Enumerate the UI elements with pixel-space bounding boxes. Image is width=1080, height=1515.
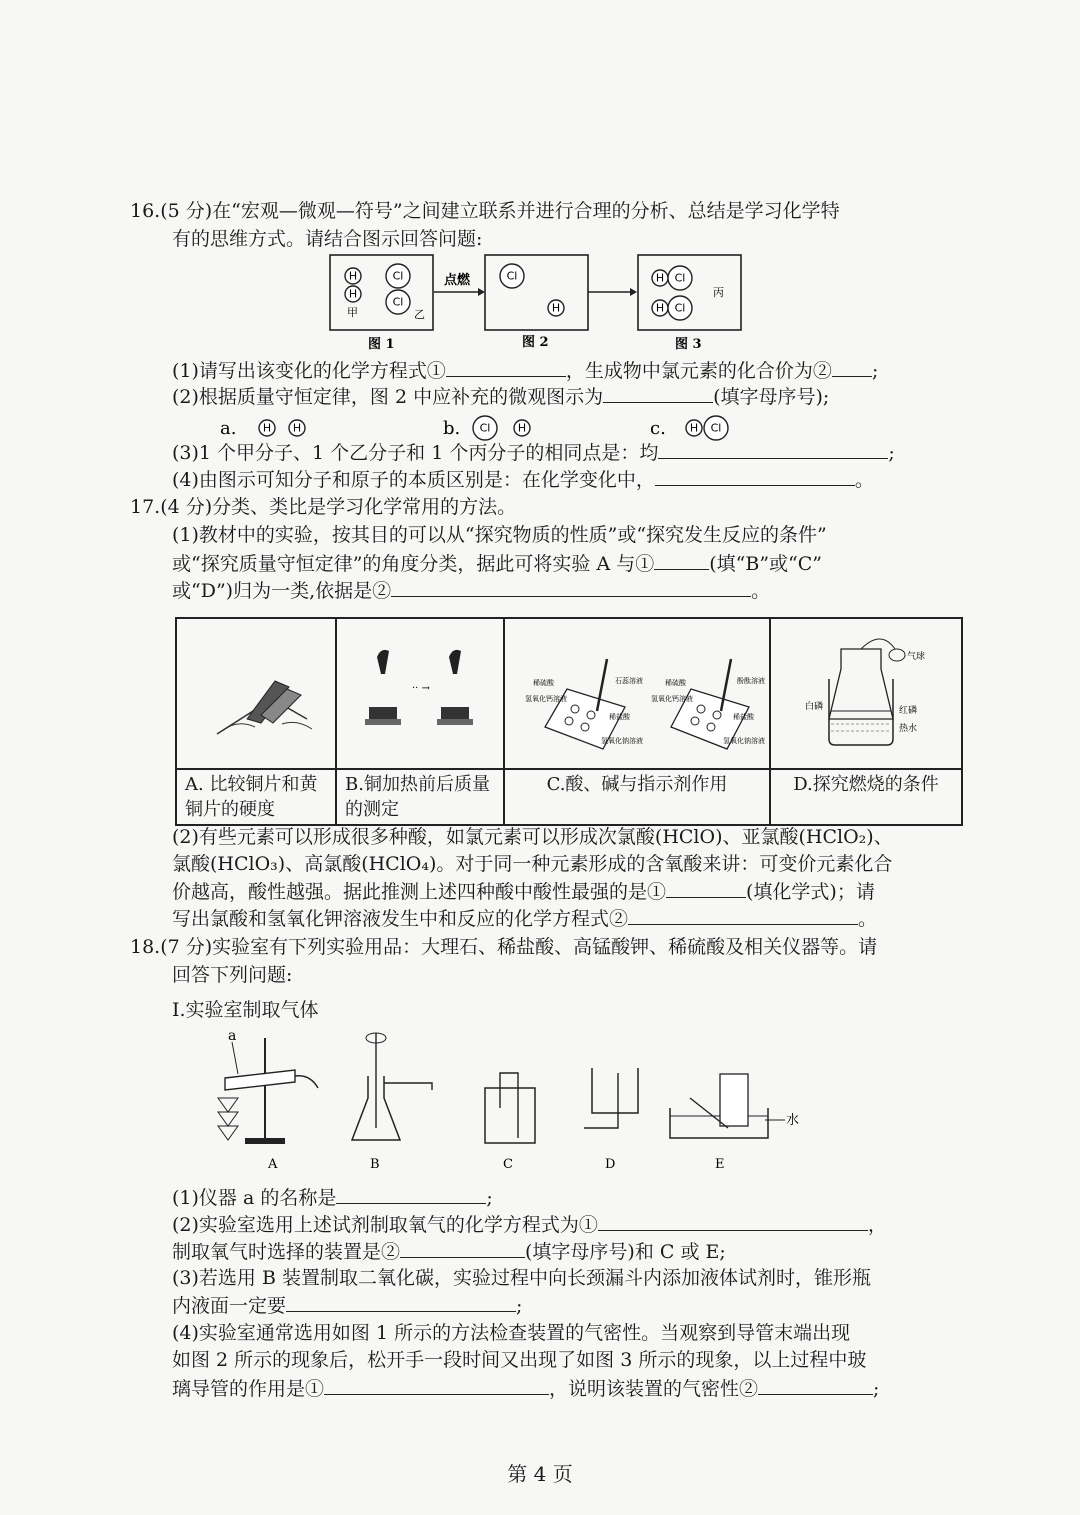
svg-text:Cl: Cl: [479, 421, 491, 435]
svg-text:稀硫酸: 稀硫酸: [665, 679, 686, 687]
svg-text:D: D: [605, 1157, 616, 1172]
label-a: a: [228, 1028, 237, 1044]
q18-p1: (1)仪器 a 的名称是 ;: [172, 1187, 493, 1209]
q18-p4-l2: 如图 2 所示的现象后，松开手一段时间又出现了如图 3 所示的现象，以上过程中玻: [172, 1349, 867, 1371]
svg-text:Cl: Cl: [710, 421, 722, 435]
svg-text:E: E: [715, 1157, 725, 1172]
svg-text:H: H: [655, 271, 665, 285]
svg-text:气球: 气球: [907, 652, 926, 662]
fig2-caption: 图 2: [522, 335, 549, 350]
svg-text:H: H: [517, 421, 527, 435]
q16-figure: [320, 250, 750, 355]
svg-text:热水: 热水: [899, 724, 918, 734]
q16-p3: (3)1 个甲分子、1 个乙分子和 1 个丙分子的相同点是：均 ;: [172, 442, 895, 464]
exp-a-image: [176, 618, 336, 769]
svg-text:白磷: 白磷: [805, 702, 824, 712]
q18-p4-l3: 璃导管的作用是① ，说明该装置的气密性② ;: [172, 1378, 880, 1400]
svg-text:Cl: Cl: [392, 295, 404, 309]
opt-c-label: c.: [650, 418, 666, 439]
q16-p4: (4)由图示可知分子和原子的本质区别是：在化学变化中， 。: [172, 469, 874, 491]
svg-text:Cl: Cl: [392, 269, 404, 283]
exp-d-image: [770, 618, 962, 769]
svg-text:H: H: [689, 421, 699, 435]
exp-a-caption: A. 比较铜片和黄铜片的硬度: [185, 774, 318, 820]
q18-p2-l2: 制取氧气时选择的装置是② (填字母序号)和 C 或 E;: [172, 1241, 726, 1263]
svg-text:H: H: [655, 301, 665, 315]
q16-p1: (1)请写出该变化的化学方程式① ，生成物中氯元素的化合价为② ;: [172, 360, 879, 382]
svg-text:B: B: [370, 1157, 380, 1172]
svg-text:H: H: [551, 301, 561, 315]
svg-text:氢氧化钠溶液: 氢氧化钠溶液: [723, 737, 765, 745]
q17-p1-l2: 或“探究质量守恒定律”的角度分类，据此可将实验 A 与① (填“B”或“C”: [172, 553, 823, 575]
svg-text:稀硫酸: 稀硫酸: [533, 679, 554, 687]
apparatus-figure: [200, 1028, 820, 1178]
q17-p2-l2: 氯酸(HClO₃)、高氯酸(HClO₄)。对于同一种元素形成的含氧酸来讲：可变价元素化合: [172, 853, 893, 875]
svg-text:H: H: [262, 421, 272, 435]
q17-line1: 17.(4 分)分类、类比是学习化学常用的方法。: [130, 496, 517, 518]
fig1-caption: 图 1: [368, 337, 395, 352]
exp-b-image: [336, 618, 504, 769]
q18-section1: I.实验室制取气体: [172, 999, 319, 1021]
experiment-table: [175, 617, 963, 826]
q18-line2: 回答下列问题:: [172, 964, 293, 986]
label-water: 水: [786, 1113, 800, 1128]
opt-b-label: b.: [443, 418, 461, 439]
fig2-box: [485, 255, 588, 330]
q17-p1-l3: 或“D”)归为一类,依据是② 。: [172, 580, 771, 602]
svg-text:酚酞溶液: 酚酞溶液: [737, 677, 765, 685]
svg-text:Cl: Cl: [674, 301, 686, 315]
q17-p2-l1: (2)有些元素可以形成很多种酸，如氯元素可以形成次氯酸(HClO)、亚氯酸(HClO₂)、: [172, 826, 893, 848]
q17-p1-l1: (1)教材中的实验，按其目的可以从“探究物质的性质”或“探究发生反应的条件”: [172, 524, 827, 546]
svg-text:Cl: Cl: [506, 269, 518, 283]
svg-text:稀盐酸: 稀盐酸: [733, 713, 754, 721]
q18-p3-l2: 内液面一定要 ;: [172, 1295, 523, 1317]
svg-text:Cl: Cl: [674, 271, 686, 285]
label-bing: 丙: [713, 286, 724, 299]
svg-text:A: A: [268, 1157, 278, 1172]
svg-text:氢氧化钙溶液: 氢氧化钙溶液: [525, 695, 567, 703]
svg-text:氢氧化钙溶液: 氢氧化钙溶液: [651, 695, 693, 703]
svg-text:石蕊溶液: 石蕊溶液: [615, 677, 643, 685]
svg-text:稀盐酸: 稀盐酸: [609, 713, 630, 721]
exp-d-caption: D.探究燃烧的条件: [793, 774, 939, 795]
q16-line2: 有的思维方式。请结合图示回答问题:: [172, 228, 483, 250]
exp-c-caption: C.酸、碱与指示剂作用: [546, 774, 728, 795]
label-yi: 乙: [414, 308, 425, 321]
label-jia: 甲: [347, 306, 358, 319]
exp-c-image: [504, 618, 770, 769]
svg-text:氢氧化钠溶液: 氢氧化钠溶液: [601, 737, 643, 745]
arrow-label: 点燃: [444, 273, 471, 288]
q17-p2-l3: 价越高，酸性越强。据此推测上述四种酸中酸性最强的是① (填化学式)；请: [172, 881, 875, 903]
fig3-caption: 图 3: [675, 337, 702, 352]
q18-line1: 18.(7 分)实验室有下列实验用品：大理石、稀盐酸、高锰酸钾、稀硫酸及相关仪器等。请: [130, 936, 878, 958]
svg-text:C: C: [503, 1157, 513, 1172]
svg-text:·· →: ·· →: [412, 683, 430, 694]
q18-p4-l1: (4)实验室通常选用如图 1 所示的方法检查装置的气密性。当观察到导管末端出现: [172, 1322, 851, 1344]
fig3-box: [638, 255, 741, 330]
svg-text:H: H: [292, 421, 302, 435]
q18-p3-l1: (3)若选用 B 装置制取二氧化碳，实验过程中向长颈漏斗内添加液体试剂时，锥形瓶: [172, 1267, 871, 1289]
opt-a-label: a.: [220, 418, 237, 439]
q16-line1: 16.(5 分)在“宏观—微观—符号”之间建立联系并进行合理的分析、总结是学习化学特: [130, 200, 840, 222]
page-number: 第 4 页: [507, 1462, 573, 1486]
exp-b-caption: B.铜加热前后质量的测定: [345, 774, 490, 820]
svg-text:红磷: 红磷: [899, 706, 918, 716]
svg-text:H: H: [348, 287, 358, 301]
q16-p2: (2)根据质量守恒定律，图 2 中应补充的微观图示为 (填字母序号);: [172, 386, 830, 408]
q18-p2-l1: (2)实验室选用上述试剂制取氧气的化学方程式为① ，: [172, 1214, 887, 1236]
q17-p2-l4: 写出氯酸和氢氧化钾溶液发生中和反应的化学方程式② 。: [172, 908, 878, 930]
atom-h-label: H: [348, 269, 358, 283]
